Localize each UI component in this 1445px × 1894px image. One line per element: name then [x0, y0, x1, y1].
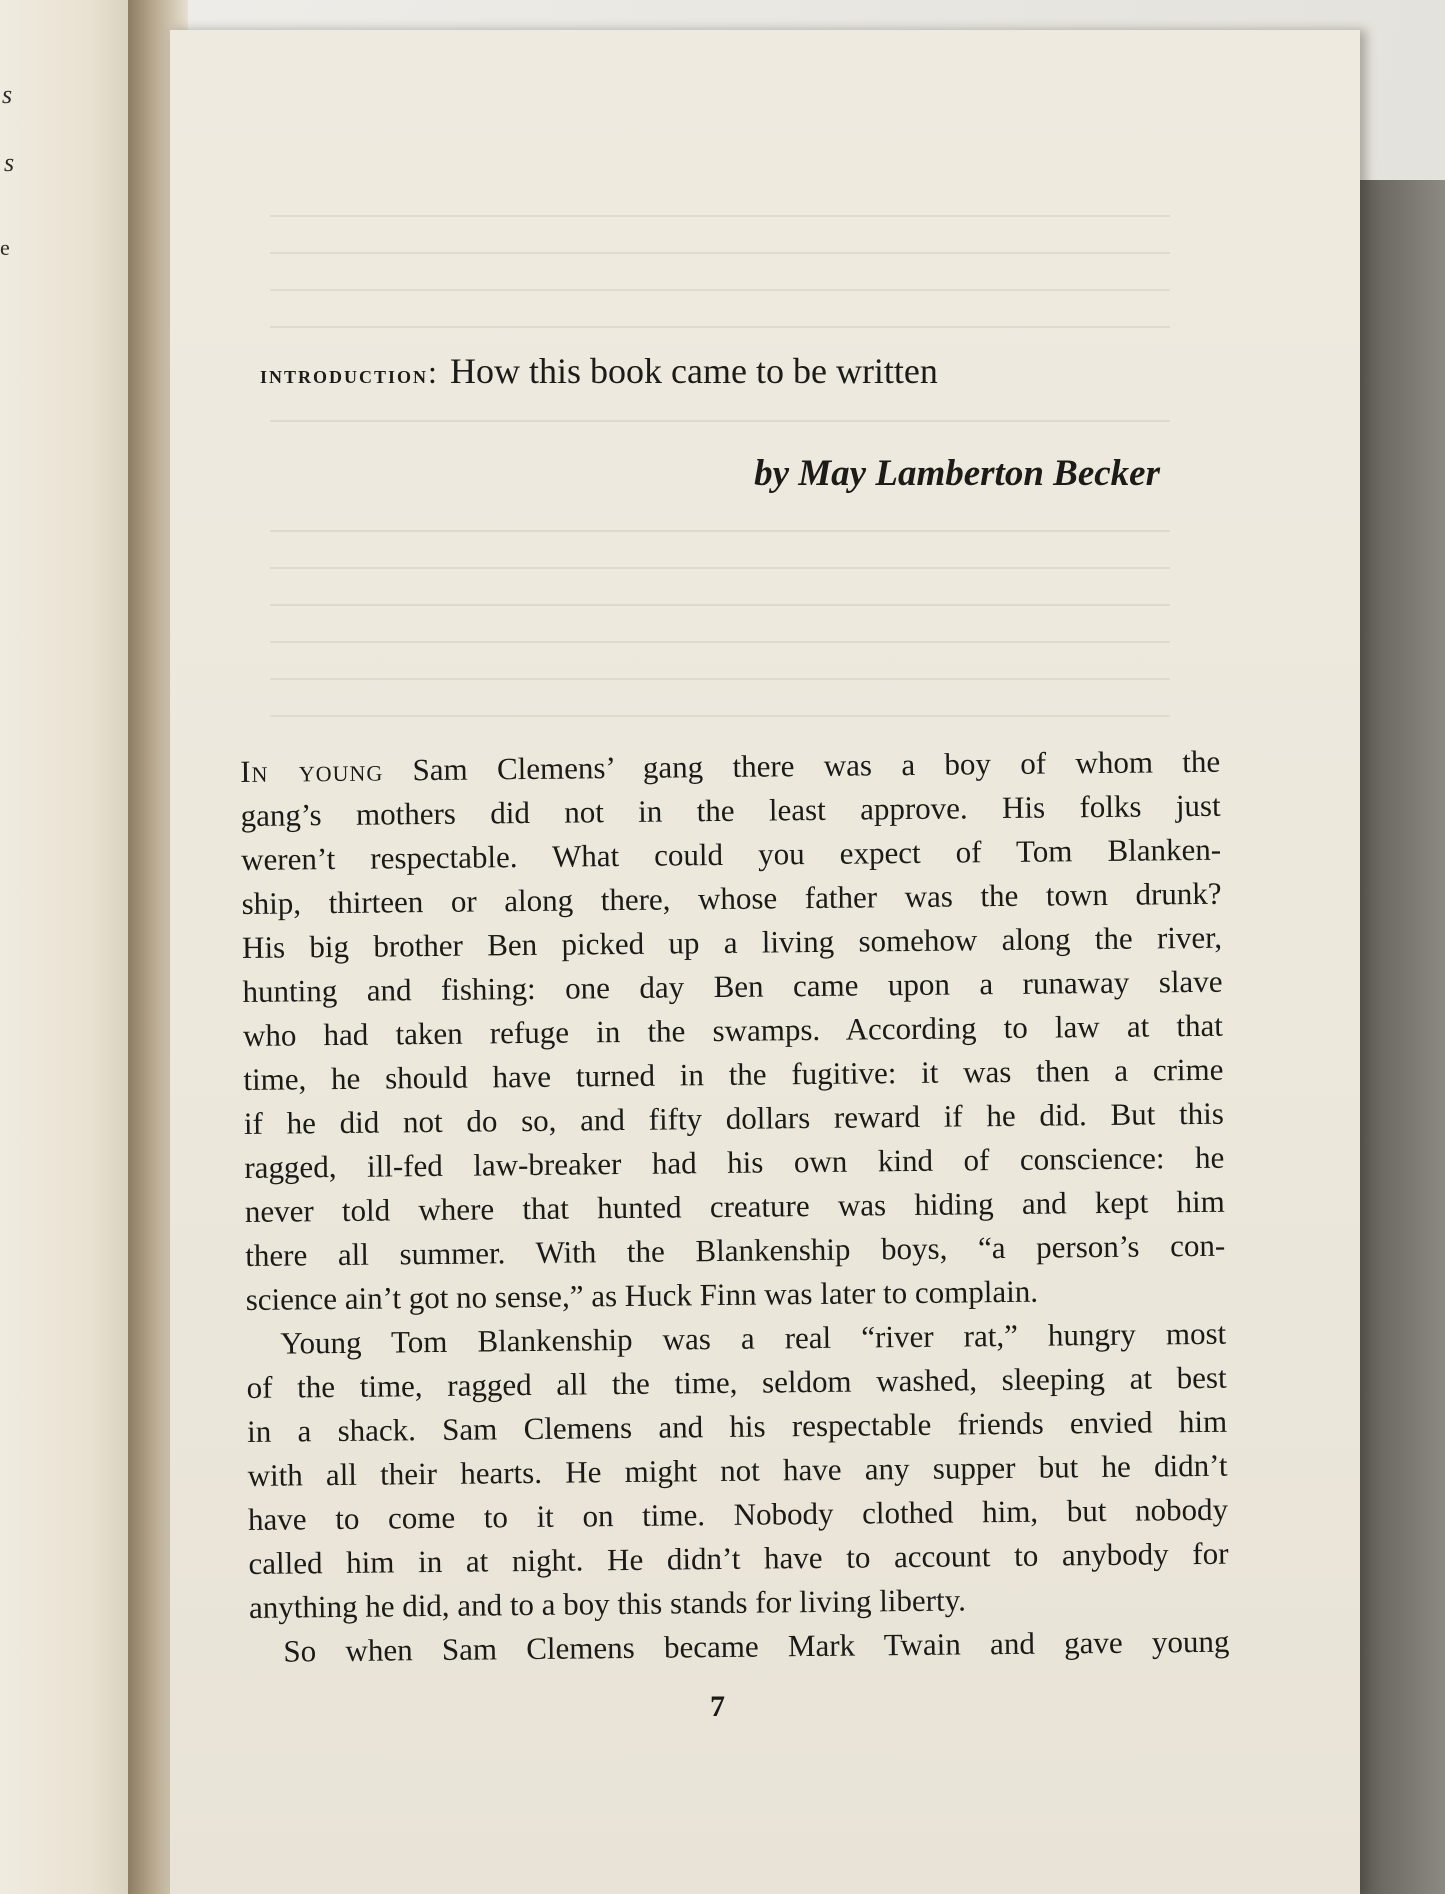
show-through-line	[270, 567, 1170, 569]
text-line: there all summer. With the Blankenship boys, “a person’s con-	[245, 1227, 1226, 1273]
text-line: Young Tom Blankenship was a real “river rat,” hungry most	[280, 1315, 1227, 1361]
show-through-line	[270, 215, 1170, 217]
text-line: His big brother Ben picked up a living somehow along the river,	[241, 919, 1223, 965]
show-through-line	[270, 715, 1170, 717]
text-line: time, he should have turned in the fugitive: it was then a crime	[243, 1051, 1224, 1097]
heading-title: How this book came to be written	[450, 351, 938, 391]
show-through-line	[270, 604, 1170, 606]
show-through-line	[270, 641, 1170, 643]
text-line: of the time, ragged all the time, seldom washed, sleeping at best	[246, 1359, 1227, 1405]
text-line: weren’t respectable. What could you expect of Tom Blanken-	[240, 831, 1222, 877]
text-line: with all their hearts. He might not have any supper but he didn’t	[247, 1447, 1228, 1493]
show-through-line	[270, 678, 1170, 680]
page-number: 7	[710, 1690, 725, 1723]
heading-colon: :	[428, 354, 437, 390]
text-line: So when Sam Clemens became Mark Twain and gave young	[283, 1623, 1230, 1669]
text-line: who had taken refuge in the swamps. According to law at that	[242, 1007, 1224, 1053]
chapter-heading	[260, 350, 1260, 392]
lead-caps: In young	[240, 752, 384, 789]
text-line: if he did not do so, and fifty dollars reward if he did. But this	[243, 1095, 1225, 1141]
text-line: have to come to it on time. Nobody clothed him, but nobody	[247, 1491, 1229, 1537]
text-line: anything he did, and to a boy this stands for living liberty.	[248, 1582, 967, 1625]
author-byline: by May Lamberton Becker	[754, 453, 1160, 494]
margin-letter: s	[4, 148, 15, 177]
heading-label: introduction	[260, 360, 429, 389]
text-line: in a shack. Sam Clemens and his respectable friends envied him	[246, 1403, 1228, 1449]
show-through-line	[270, 252, 1170, 254]
body-text	[240, 740, 1230, 1674]
show-through-line	[270, 289, 1170, 291]
text-line: science ain’t got no sense,” as Huck Finn was later to complain.	[245, 1273, 1039, 1317]
text-line: gang’s mothers did not in the least approve. His folks just	[240, 787, 1221, 833]
show-through-line	[270, 420, 1170, 422]
text-line: called him in at night. He didn’t have to account to anybody for	[248, 1535, 1229, 1581]
show-through-line	[270, 530, 1170, 532]
text-line: ship, thirteen or along there, whose father was the town drunk?	[241, 875, 1222, 921]
text-line: In young Sam Clemens’ gang there was a boy of whom the	[240, 743, 1221, 789]
margin-letter: e	[0, 235, 10, 260]
text-line: ragged, ill-fed law-breaker had his own kind of conscience: he	[244, 1139, 1225, 1185]
text-line: never told where that hunted creature was hiding and kept him	[244, 1183, 1225, 1229]
show-through-line	[270, 326, 1170, 328]
margin-letter: s	[2, 80, 13, 109]
text-line: hunting and fishing: one day Ben came upon a runaway slave	[242, 963, 1223, 1009]
